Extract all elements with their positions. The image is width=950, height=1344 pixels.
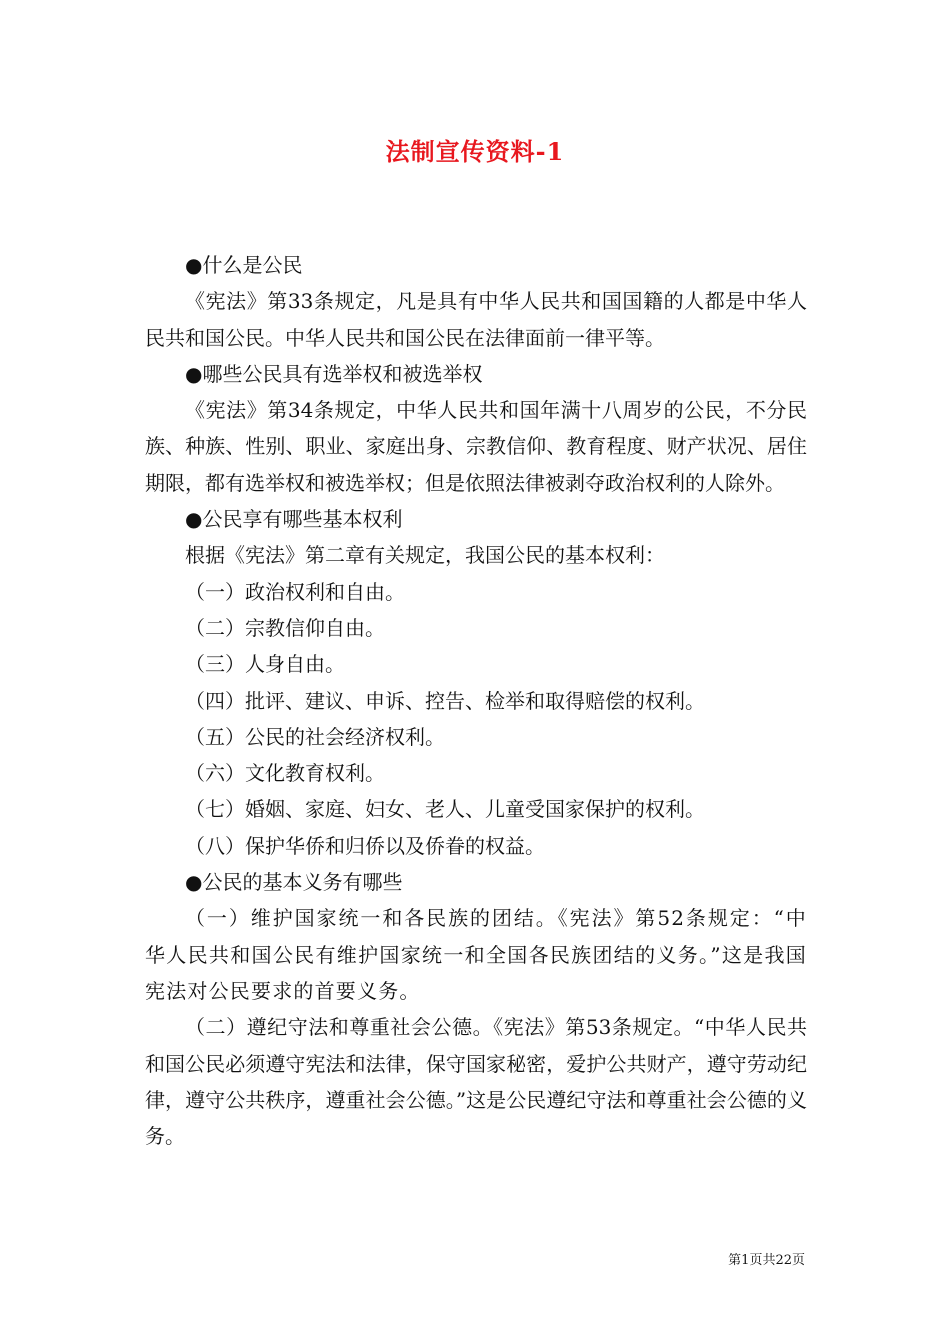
heading-what-is-citizen: ●什么是公民 xyxy=(185,253,303,277)
heading-basic-rights: ●公民享有哪些基本权利 xyxy=(185,507,403,532)
paragraph-duty-1: （一）维护国家统一和各民族的团结。《宪法》第52条规定：“中华人民共和国公民有维护国家统一和全国各民族团结的义务。”这是我国宪法对公民要求的首要义务。 xyxy=(145,906,807,1003)
heading-voting-rights: ●哪些公民具有选举权和被选举权 xyxy=(185,361,483,386)
page-number-footer: 第1页共22页 xyxy=(728,1253,805,1268)
document-body xyxy=(145,247,807,1154)
paragraph-rights-intro: 根据《宪法》第二章有关规定，我国公民的基本权利： xyxy=(185,543,665,568)
list-item-right-4: （四）批评、建议、申诉、控告、检举和取得赔偿的权利。 xyxy=(185,688,705,713)
paragraph-article-33: 《宪法》第33条规定，凡是具有中华人民共和国国籍的人都是中华人民共和国公民。中华人民共和国公民在法律面前一律平等。 xyxy=(145,289,807,350)
paragraph-duty-2: （二）遵纪守法和尊重社会公德。《宪法》第53条规定。“中华人民共和国公民必须遵守宪法和法律，保守国家秘密，爱护公共财产，遵守劳动纪律，遵守公共秩序，遵重社会公德。”这是公民遵纪守法和尊重社会公德的义务。 xyxy=(145,1015,807,1149)
list-item-right-6: （六）文化教育权利。 xyxy=(185,761,385,786)
heading-basic-duties: ●公民的基本义务有哪些 xyxy=(185,870,403,895)
list-item-right-1: （一）政治权利和自由。 xyxy=(185,579,405,604)
paragraph-article-34: 《宪法》第34条规定，中华人民共和国年满十八周岁的公民，不分民族、种族、性别、职业、家庭出身、宗教信仰、教育程度、财产状况、居住期限，都有选举权和被选举权；但是依照法律被剥夺政治权利的人除外。 xyxy=(145,398,807,495)
list-item-right-5: （五）公民的社会经济权利。 xyxy=(185,724,445,749)
document-title: 法制宣传资料-1 xyxy=(385,137,565,166)
list-item-right-7: （七）婚姻、家庭、妇女、老人、儿童受国家保护的权利。 xyxy=(185,797,705,822)
list-item-right-3: （三）人身自由。 xyxy=(185,652,345,677)
list-item-right-8: （八）保护华侨和归侨以及侨眷的权益。 xyxy=(185,833,545,858)
list-item-right-2: （二）宗教信仰自由。 xyxy=(185,615,385,640)
